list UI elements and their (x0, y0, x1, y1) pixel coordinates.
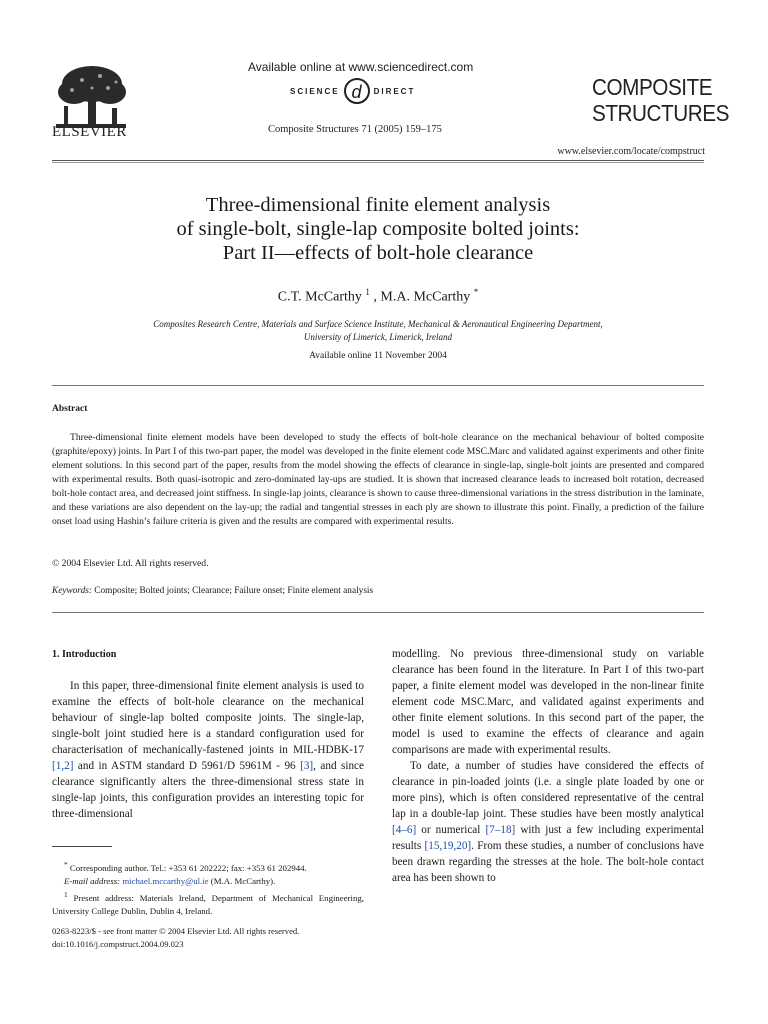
journal-url[interactable]: www.elsevier.com/locate/compstruct (557, 146, 705, 157)
footnote-mark: * (64, 860, 68, 869)
footnote-text: Present address: Materials Ireland, Department of Mechanical Engineering, University College Dublin, Dublin 4, Ireland. (52, 892, 364, 916)
keywords-label: Keywords: (52, 586, 92, 596)
intro-paragraph: modelling. No previous three-dimensional study on variable clearance has been found in the literature. In Part I of this two-part paper, a finite element model was developed in the non-linear finite element code MSC.Marc, and validated against experiments and other finite element solutions. In this second part of the paper, the model is used to examine the effects of clearance and again comparisons are made with experimental results. (392, 648, 704, 756)
text-run: and in ASTM standard D 5961/D 5961M - 96 (73, 760, 301, 772)
text-run: , and since clearance significantly alters the three-dimensional stress state in single-lap joints, this configuration provides an interesting topic for three-dimensional (52, 760, 364, 820)
email-link[interactable]: michael.mccarthy@ul.ie (122, 875, 209, 886)
left-column (52, 678, 364, 822)
title-line: Three-dimensional finite element analysis (205, 194, 551, 216)
available-online-date: Available online 11 November 2004 (309, 351, 447, 361)
footnotes (52, 858, 364, 918)
corresponding-author-mark[interactable]: * (473, 287, 479, 297)
footnote-corresponding (52, 858, 364, 875)
publisher-name: ELSEVIER (52, 124, 127, 140)
abstract-text (52, 431, 704, 529)
text-run: with just a few including experimental results (392, 824, 704, 852)
reference-link[interactable]: [7–18] (485, 824, 516, 836)
available-online-banner[interactable]: Available online at www.sciencedirect.com (248, 60, 474, 74)
journal-title (592, 74, 729, 126)
footnote-mark: 1 (64, 889, 68, 899)
author-affil-mark[interactable]: 1 (365, 287, 370, 297)
affiliation (52, 318, 704, 344)
copyright-line: © 2004 Elsevier Ltd. All rights reserved. (52, 558, 209, 569)
author-list (52, 287, 704, 306)
reference-link[interactable]: [1,2] (52, 760, 74, 772)
footnote-email (52, 875, 364, 888)
journal-title-line2: STRUCTURES (592, 100, 729, 126)
section-heading: 1. Introduction (52, 649, 117, 660)
affiliation-line: Composites Research Centre, Materials and Surface Science Institute, Mechanical & Aeronautical Engineering Department, (153, 319, 603, 329)
reference-link[interactable]: [4–6] (392, 824, 417, 836)
footnote-text: Corresponding author. Tel.: +353 61 202222; fax: +353 61 202944. (69, 862, 307, 873)
email-label: E-mail address: (64, 875, 121, 886)
right-column (392, 646, 704, 886)
title-line: of single-bolt, single-lap composite bolted joints: (176, 218, 580, 240)
reference-link[interactable]: [15,19,20] (424, 840, 472, 852)
science-word: SCIENCE (290, 86, 340, 96)
author-name: , M.A. McCarthy (373, 289, 471, 305)
doi-line[interactable]: doi:10.1016/j.compstruct.2004.09.023 (52, 939, 184, 949)
issn-line: 0263-8223/$ - see front matter © 2004 Elsevier Ltd. All rights reserved. (52, 926, 300, 936)
body-divider (52, 612, 704, 613)
footnote-present-address (52, 888, 364, 918)
keywords-list: Composite; Bolted joints; Clearance; Failure onset; Finite element analysis (91, 586, 374, 596)
abstract-paragraph: Three-dimensional finite element models have been developed to study the effects of bolt-hole clearance on the mechanical behaviour of bolted composite (graphite/epoxy) joints. In Part I of this two-part paper, the model was developed in the finite element code MSC.Marc and validated against experiments and other finite element solutions. In this second part of the paper, results from the model showing the effects of clearance in single-lap, single-bolt joints are presented and compared with experimental results. Both quasi-isotropic and zero-dominated lay-ups are studied. It is shown that increased clearance leads to increased bolt rotation, decreased bolt-hole contact area, and decreased joint stiffness. In single-lap joints, clearance is shown to cause three-dimensional variations in the stress distribution in the laminate, and these variations are also dependent on the lay-up; the radial and tangential stresses in each ply are shown to illustrate this point. Finally, a prediction of the failure onset load using Hashin’s failure criteria is given and the results are compared with experimental results. (52, 432, 704, 527)
abstract-divider (52, 385, 704, 386)
footnote-divider (52, 846, 112, 847)
intro-paragraph (52, 678, 364, 822)
header-divider (52, 160, 704, 161)
reference-link[interactable]: [3] (300, 760, 314, 772)
email-suffix: (M.A. McCarthy). (208, 875, 276, 886)
article-title (52, 193, 704, 265)
journal-citation: Composite Structures 71 (2005) 159–175 (268, 124, 442, 135)
direct-word: DIRECT (373, 86, 416, 96)
intro-paragraph (392, 758, 704, 886)
keywords (52, 586, 373, 596)
text-run: In this paper, three-dimensional finite element analysis is used to examine the effects of bolt-hole clearance on the mechanical behaviour of single-lap bolted composite joints. The single-lap, single-bolt joint studied here is a standard configuration used for characterisation of mechanically-fastened joints in MIL-HDBK-17 (52, 680, 364, 756)
text-run: . From these studies, a number of conclusions have been drawn regarding the stresses at the hole. The bolt-hole contact area has been shown to (392, 840, 704, 884)
issn-doi (52, 925, 299, 951)
abstract-heading: Abstract (52, 404, 88, 414)
journal-title-line1: COMPOSITE (592, 74, 713, 100)
sciencedirect-at-icon: d (344, 78, 370, 104)
author-name: C.T. McCarthy (277, 289, 362, 305)
affiliation-line: University of Limerick, Limerick, Ireland (303, 332, 453, 342)
sciencedirect-logo (290, 78, 415, 104)
text-run: or numerical (416, 824, 486, 836)
text-run: To date, a number of studies have considered the effects of clearance in pin-loaded joints (i.e. a single plate loaded by one or more pins), which is often considered representative of the central lap in a double-lap joint. These studies have been mostly analytical (392, 760, 704, 820)
title-line: Part II—effects of bolt-hole clearance (222, 242, 534, 264)
header-divider-thin (52, 162, 704, 163)
